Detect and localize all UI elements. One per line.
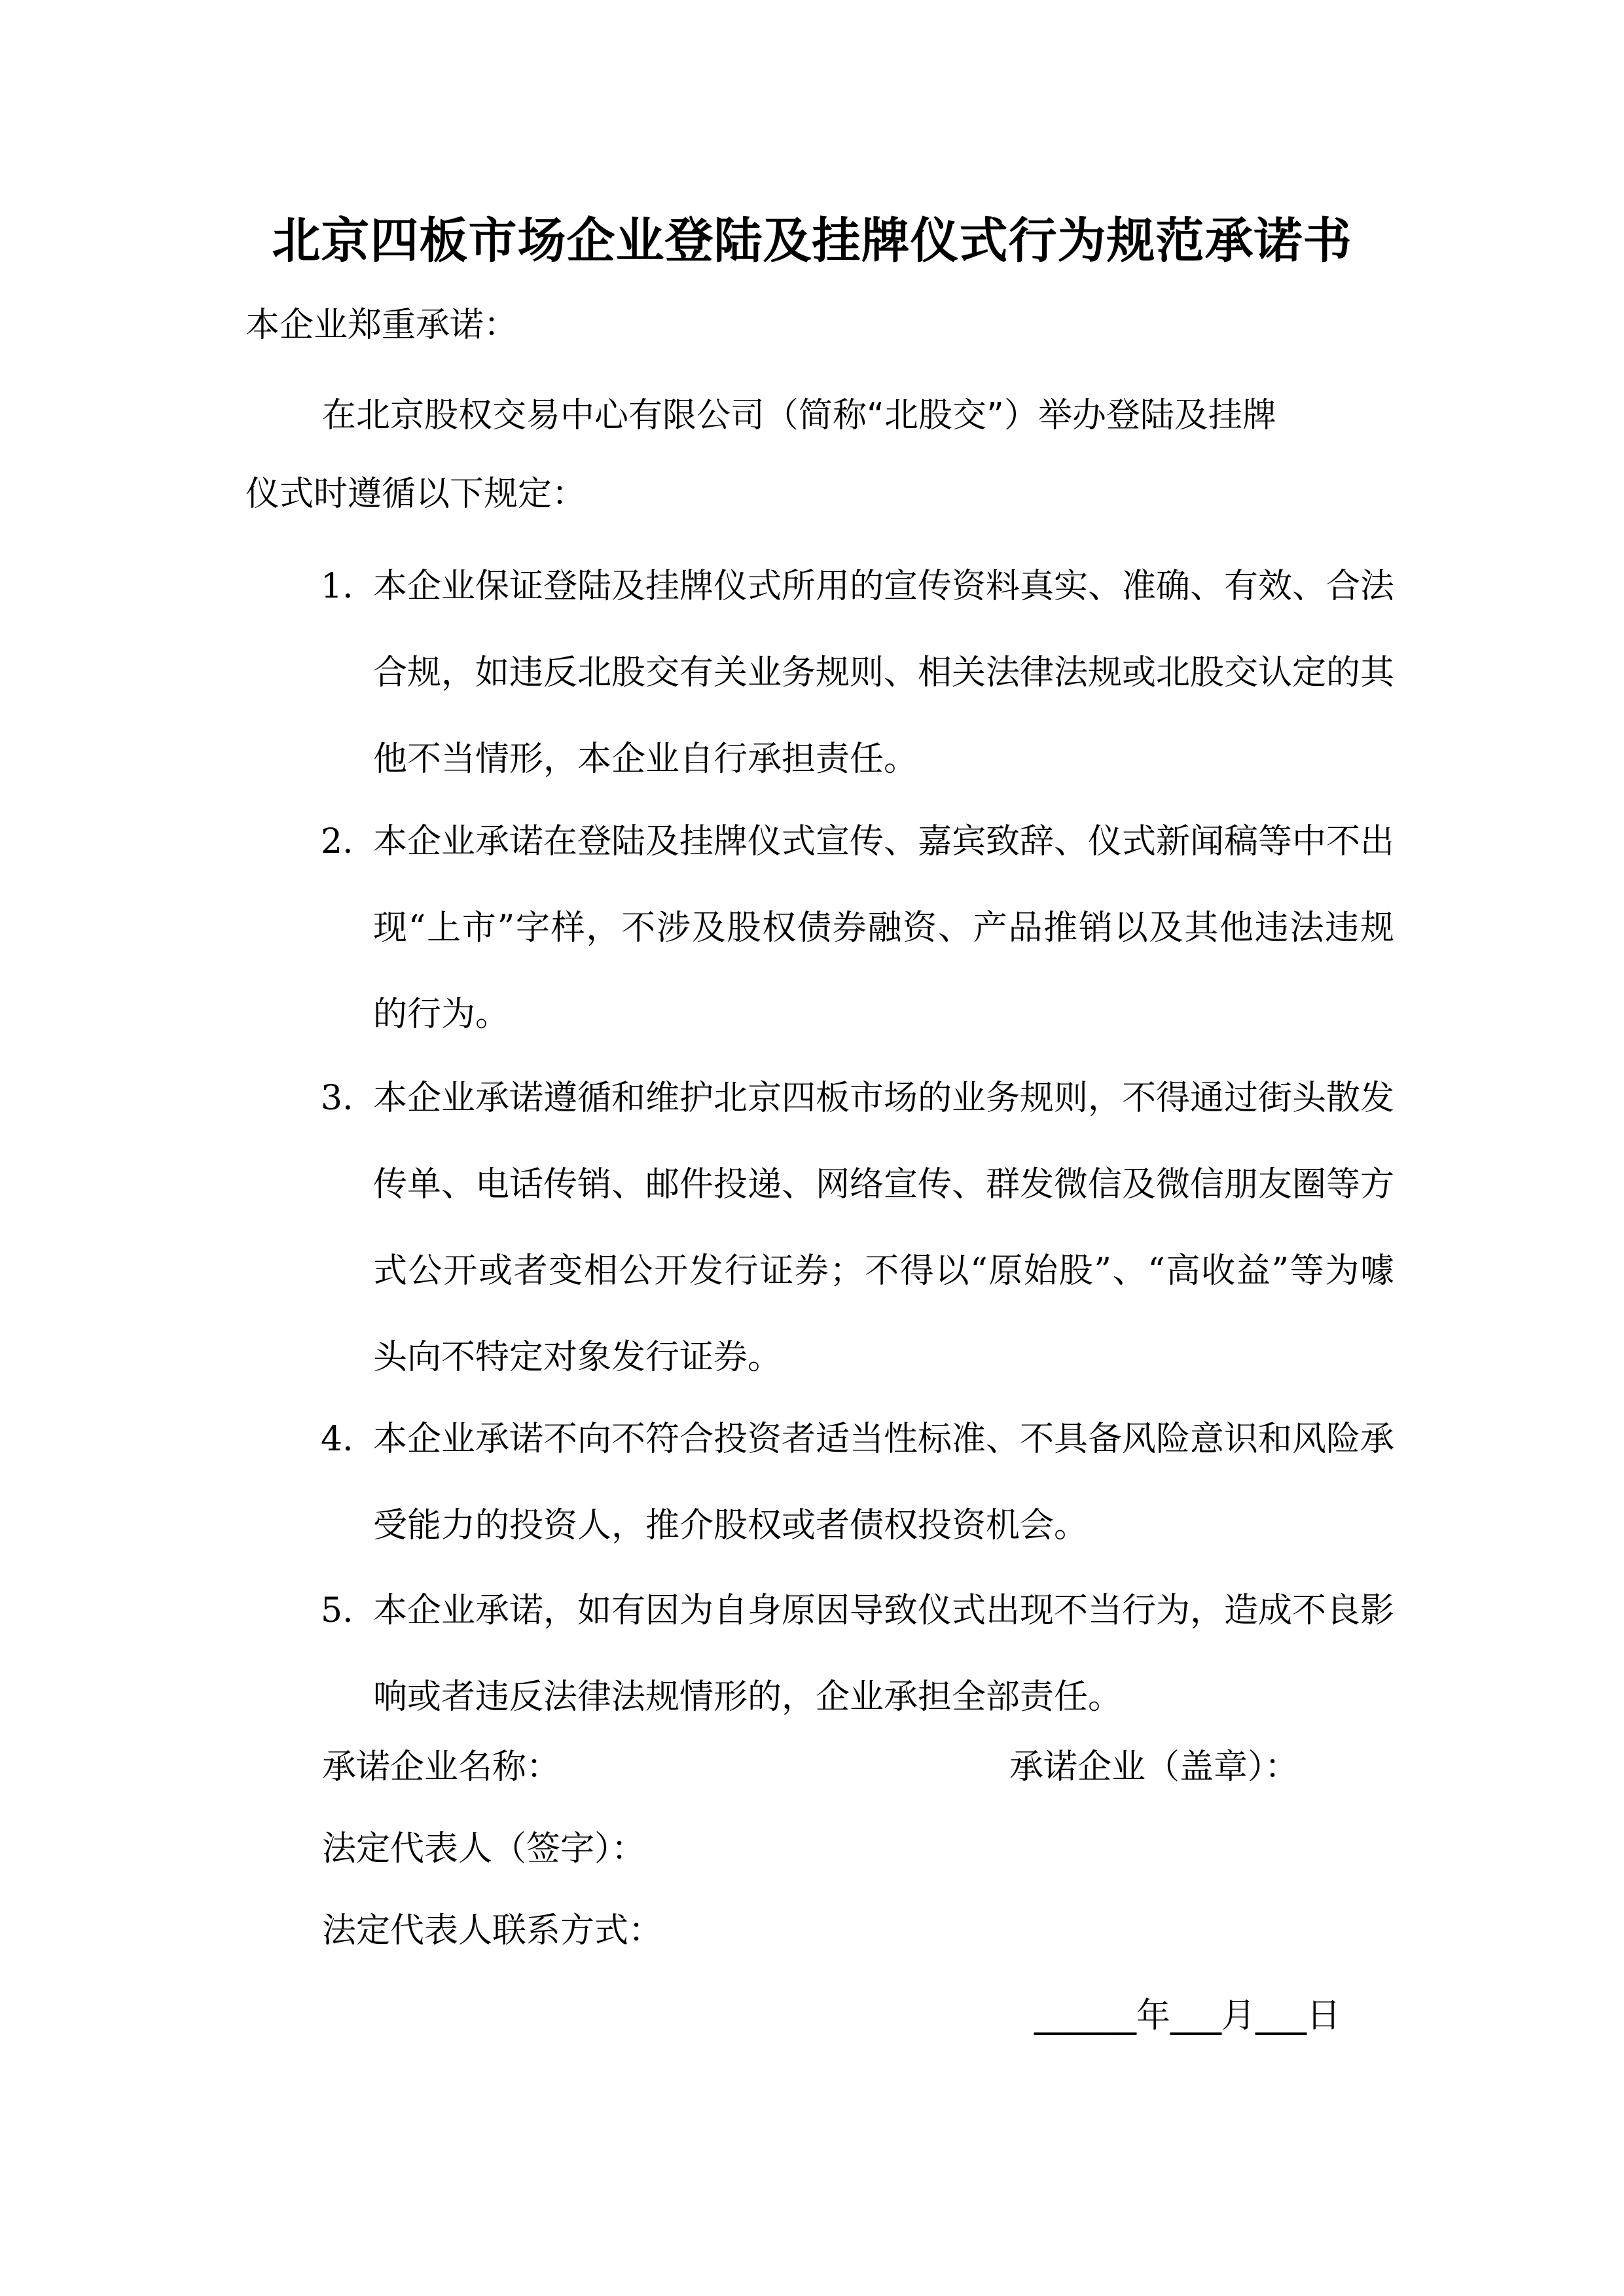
intro-line-1: 在北京股权交易中心有限公司（简称“北股交”）举办登陆及挂牌 (322, 396, 1276, 435)
commitment-item-4 (321, 1396, 1394, 1569)
company-seal-label: 承诺企业（盖章）： (1009, 1748, 1299, 1787)
date-line: ______年___月___日 (1034, 1996, 1341, 2036)
item-number: 4. (321, 1420, 353, 1459)
item-text: 本企业保证登陆及挂牌仪式所用的宣传资料真实、准确、有效、合法合规，如违反北股交有关业务规则、相关法律法规或北股交认定的其他不当情形，本企业自行承担责任。 (373, 567, 1395, 779)
commitment-item-2 (321, 798, 1394, 1058)
intro-line-2: 仪式时遵循以下规定： (245, 475, 586, 514)
legal-rep-contact-label: 法定代表人联系方式： (322, 1911, 663, 1950)
opening-statement: 本企业郑重承诺： (245, 306, 518, 345)
commitment-item-5 (321, 1568, 1394, 1740)
item-number: 3. (321, 1079, 353, 1118)
company-name-label: 承诺企业名称： (322, 1748, 561, 1787)
item-text: 本企业承诺不向不符合投资者适当性标准、不具备风险意识和风险承受能力的投资人，推介股权或者债权投资机会。 (373, 1420, 1395, 1545)
document-title: 北京四板市场企业登陆及挂牌仪式行为规范承诺书 (272, 213, 1352, 269)
item-text: 本企业承诺遵循和维护北京四板市场的业务规则，不得通过街头散发传单、电话传销、邮件投递、网络宣传、群发微信及微信朋友圈等方式公开或者变相公开发行证券；不得以“原始股”、“高收益”等为噱头向不特定对象发行证券。 (373, 1079, 1395, 1377)
commitment-item-1 (321, 543, 1394, 802)
item-number: 1. (321, 567, 353, 606)
item-number: 5. (321, 1591, 353, 1630)
legal-rep-signature-label: 法定代表人（签字）： (322, 1829, 646, 1869)
item-text: 本企业承诺，如有因为自身原因导致仪式出现不当行为，造成不良影响或者违反法律法规情形的，企业承担全部责任。 (373, 1591, 1395, 1717)
item-text: 本企业承诺在登陆及挂牌仪式宣传、嘉宾致辞、仪式新闻稿等中不出现“上市”字样，不涉及股权债券融资、产品推销以及其他违法违规的行为。 (373, 822, 1395, 1034)
item-number: 2. (321, 822, 353, 861)
commitment-item-3 (321, 1055, 1394, 1401)
